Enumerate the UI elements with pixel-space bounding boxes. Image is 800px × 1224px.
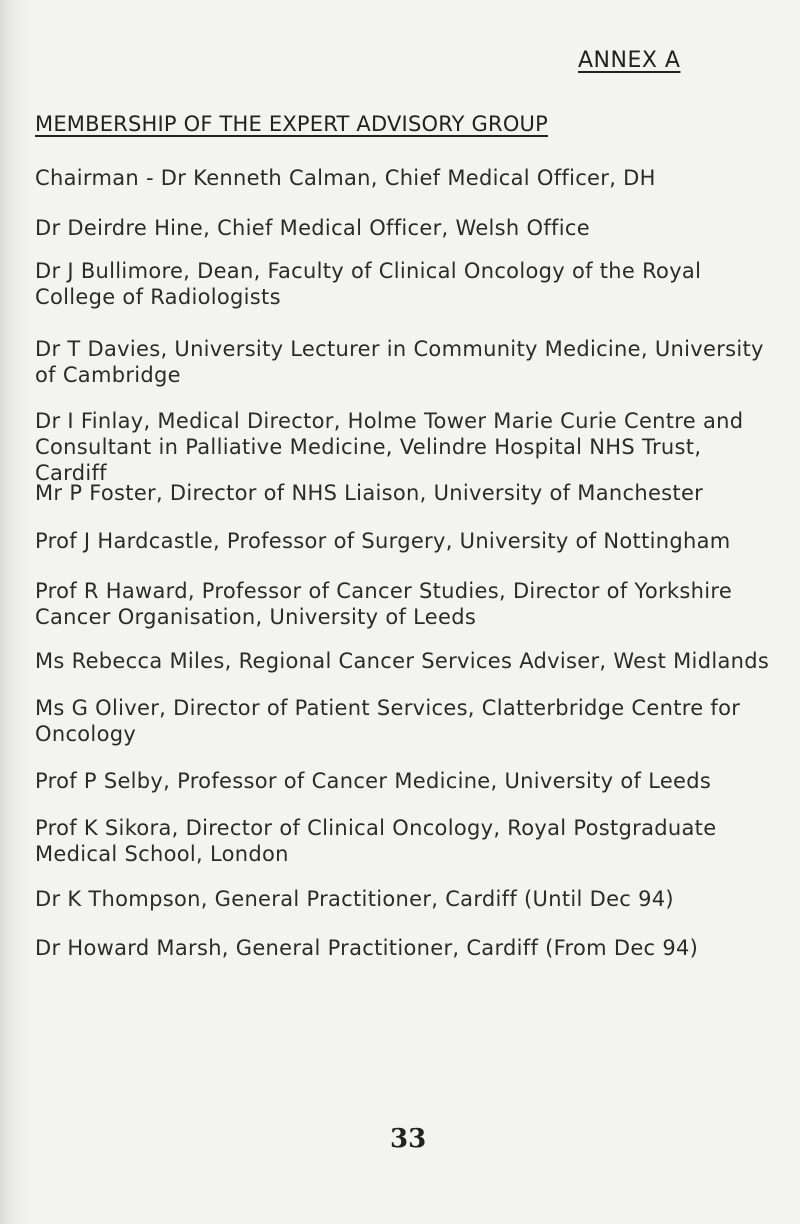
section-heading: MEMBERSHIP OF THE EXPERT ADVISORY GROUP bbox=[35, 112, 548, 136]
member-entry: Dr Howard Marsh, General Practitioner, Cardiff (From Dec 94) bbox=[35, 936, 699, 960]
member-entry: Dr J Bullimore, Dean, Faculty of Clinical Oncology of the Royal College of Radiologists bbox=[35, 259, 702, 309]
member-entry: Dr I Finlay, Medical Director, Holme Tower Marie Curie Centre and Consultant in Palliative Medicine, Velindre Hospital NHS Trust, Cardiff bbox=[35, 409, 744, 485]
member-entry: Dr K Thompson, General Practitioner, Cardiff (Until Dec 94) bbox=[35, 887, 674, 911]
page-number: 33 bbox=[390, 1124, 427, 1154]
member-entry: Mr P Foster, Director of NHS Liaison, University of Manchester bbox=[35, 481, 704, 505]
member-entry: Dr T Davies, University Lecturer in Community Medicine, University of Cambridge bbox=[35, 337, 764, 387]
member-entry: Prof K Sikora, Director of Clinical Oncology, Royal Postgraduate Medical School, London bbox=[35, 816, 717, 866]
member-entry: Prof P Selby, Professor of Cancer Medicine, University of Leeds bbox=[35, 769, 712, 793]
annex-label: ANNEX A bbox=[578, 48, 681, 73]
member-entry: Ms Rebecca Miles, Regional Cancer Services Adviser, West Midlands bbox=[35, 649, 770, 673]
member-entry: Ms G Oliver, Director of Patient Services, Clatterbridge Centre for Oncology bbox=[35, 696, 741, 746]
member-entry: Prof R Haward, Professor of Cancer Studies, Director of Yorkshire Cancer Organisation, University of Leeds bbox=[35, 579, 733, 629]
member-entry: Dr Deirdre Hine, Chief Medical Officer, Welsh Office bbox=[35, 216, 590, 240]
member-entry: Prof J Hardcastle, Professor of Surgery, University of Nottingham bbox=[35, 529, 731, 553]
member-entry: Chairman - Dr Kenneth Calman, Chief Medical Officer, DH bbox=[35, 166, 656, 190]
